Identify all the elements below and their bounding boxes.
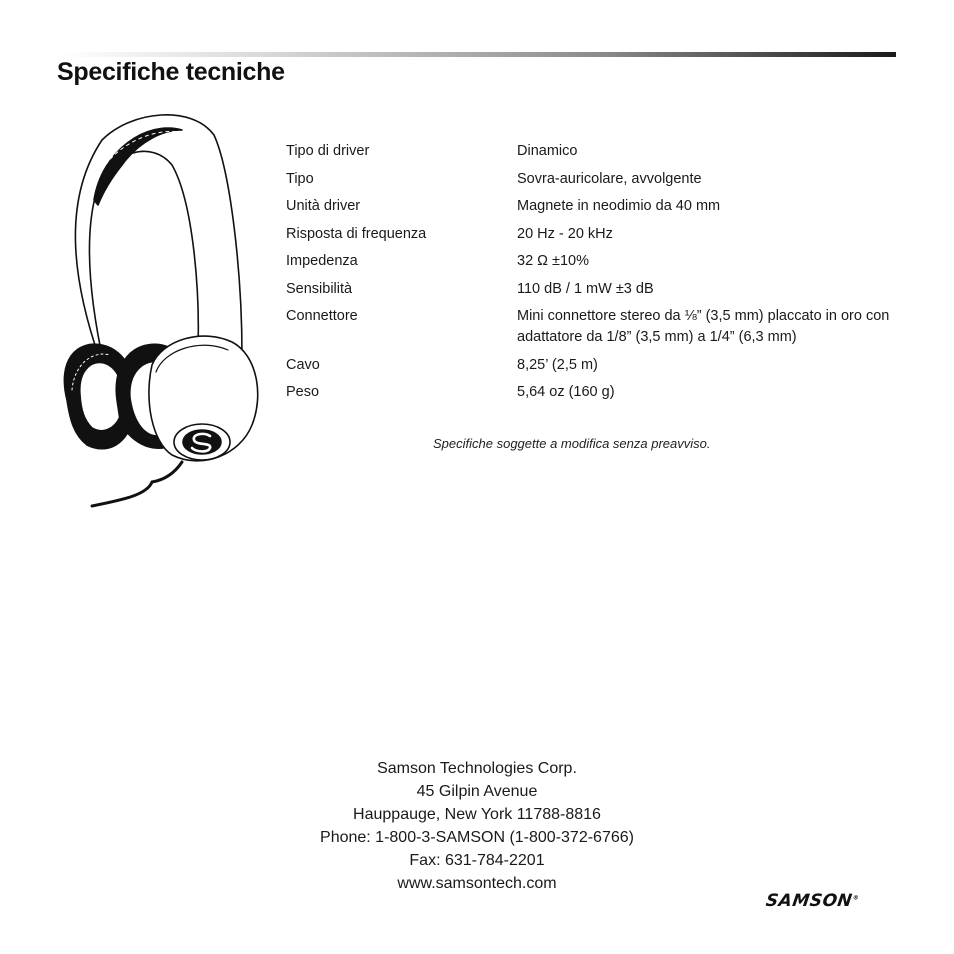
phone-number: Phone: 1-800-3-SAMSON (1-800-372-6766)	[320, 829, 634, 846]
spec-label: Impedenza	[286, 253, 358, 269]
spec-row	[286, 196, 906, 217]
spec-row	[286, 141, 906, 162]
spec-value: 8,25’ (2,5 m)	[517, 356, 598, 373]
spec-row	[286, 224, 906, 245]
fax-number: Fax: 631-784-2201	[409, 852, 545, 869]
spec-row	[286, 169, 906, 190]
spec-value: 32 Ω ±10%	[517, 253, 590, 269]
spec-label: Risposta di frequenza	[286, 225, 427, 242]
spec-value: Mini connettore stereo da ⅛” (3,5 mm) placcato in oro con adattatore da 1/8” (3,5 mm) a 1/4” (6,3 mm)	[517, 308, 890, 345]
logo-text: SAMSON	[764, 891, 854, 911]
spec-value: Dinamico	[517, 143, 578, 159]
spec-label: Tipo di driver	[286, 143, 370, 159]
spec-row	[286, 382, 906, 403]
samson-logo	[765, 891, 861, 911]
spec-value: 20 Hz - 20 kHz	[517, 225, 613, 242]
company-name: Samson Technologies Corp.	[377, 760, 577, 777]
spec-label: Peso	[286, 384, 320, 400]
spec-label: Tipo	[286, 170, 314, 187]
top-rule	[60, 52, 896, 57]
city-address: Hauppauge, New York 11788-8816	[353, 806, 601, 823]
headphones-icon	[52, 110, 264, 512]
spec-label: Unità driver	[286, 198, 361, 214]
spec-row	[286, 279, 906, 300]
spec-value: 5,64 oz (160 g)	[517, 384, 615, 400]
spec-table	[286, 141, 906, 410]
spec-label: Sensibilità	[286, 280, 353, 297]
spec-value: Magnete in neodimio da 40 mm	[517, 198, 721, 214]
website-link[interactable]: www.samsontech.com	[397, 875, 557, 892]
registered-mark: ®	[852, 894, 860, 902]
spec-row	[286, 355, 906, 376]
disclaimer-note: Specifiche soggette a modifica senza preavviso.	[433, 436, 711, 451]
spec-row	[286, 306, 906, 348]
spec-label: Connettore	[286, 308, 358, 324]
spec-row	[286, 251, 906, 272]
spec-value: Sovra-auricolare, avvolgente	[517, 170, 702, 187]
spec-value: 110 dB / 1 mW ±3 dB	[517, 280, 654, 297]
spec-label: Cavo	[286, 356, 320, 373]
street-address: 45 Gilpin Avenue	[416, 783, 538, 800]
page-title: Specifiche tecniche	[57, 58, 285, 86]
company-address	[0, 757, 954, 895]
